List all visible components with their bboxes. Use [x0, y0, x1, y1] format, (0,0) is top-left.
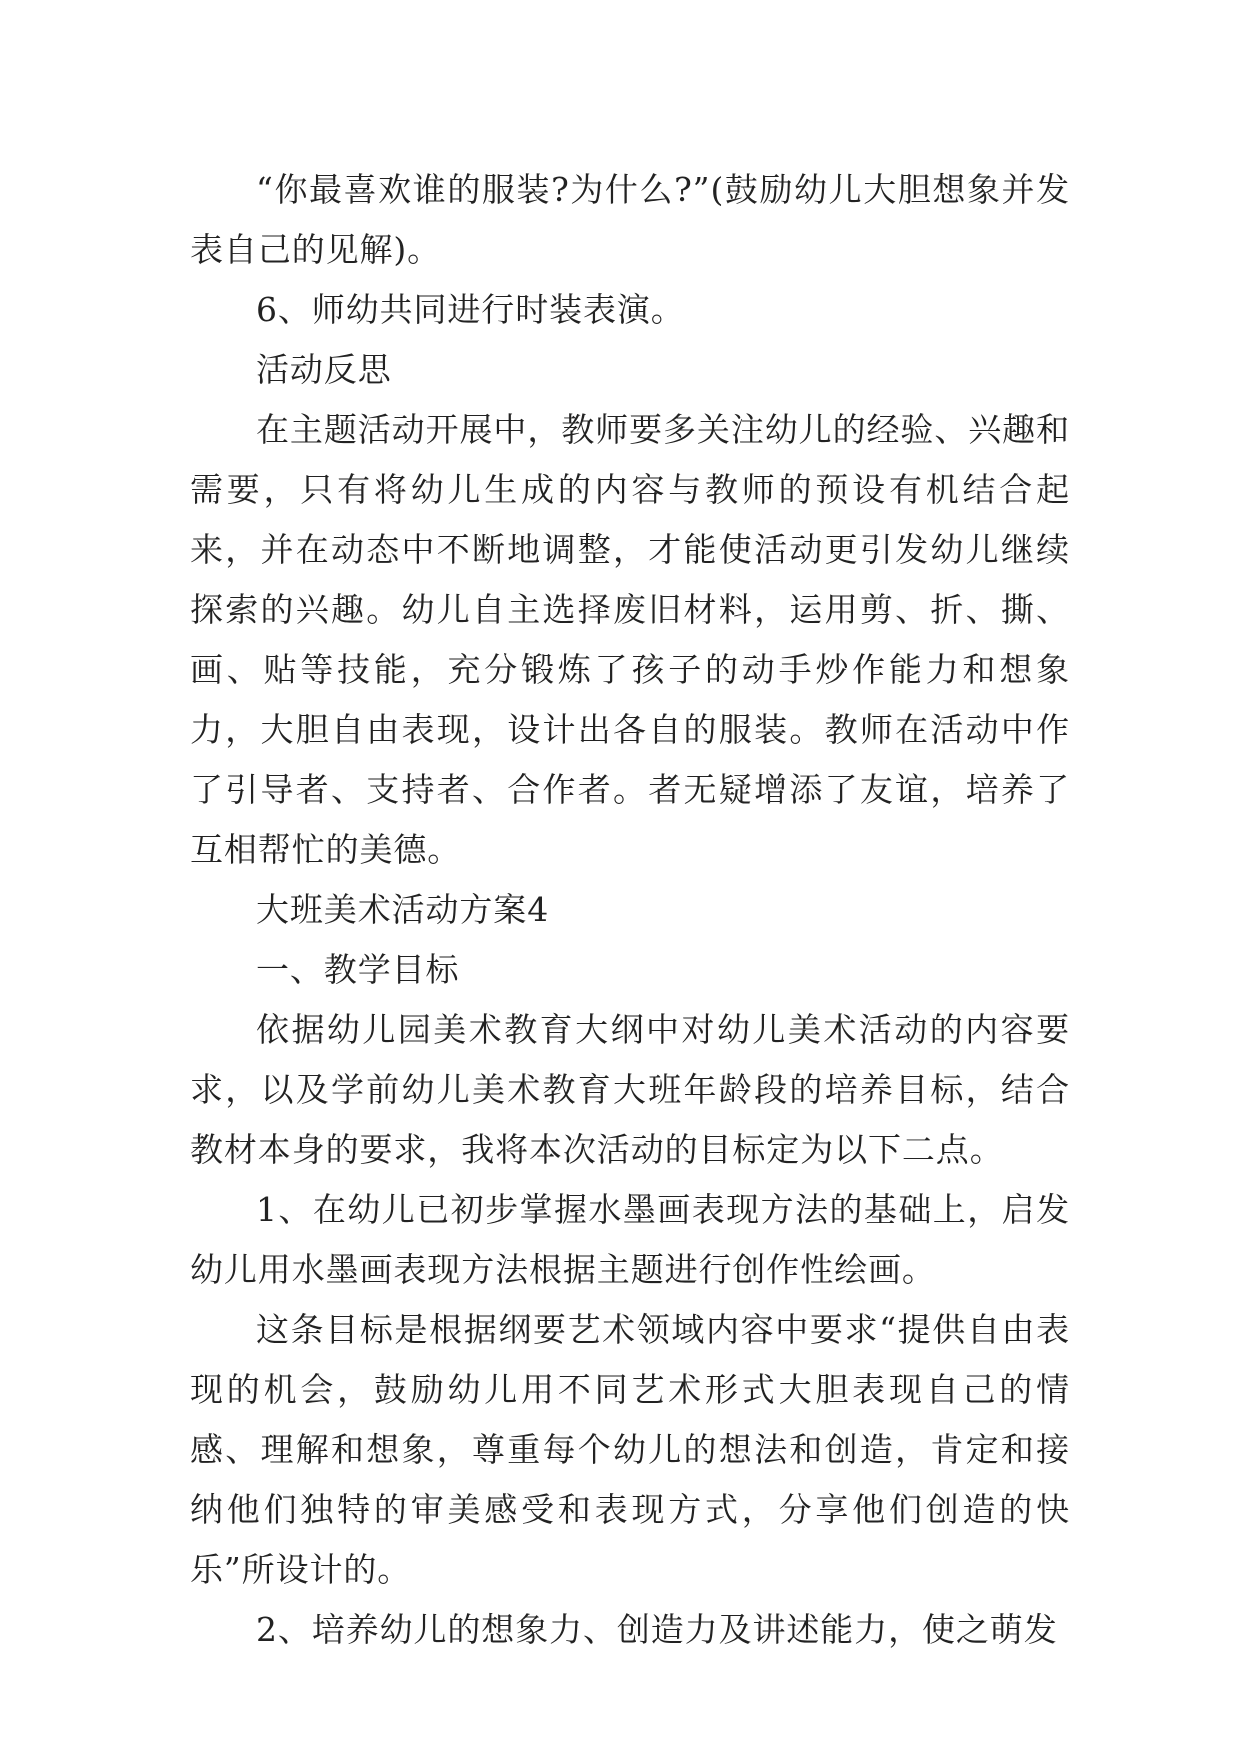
paragraph-goal-1-rationale: 这条目标是根据纲要艺术领域内容中要求“提供自由表现的机会，鼓励幼儿用不同艺术形式大胆表现自己的情感、理解和想象，尊重每个幼儿的想法和创造，肯定和接纳他们独特的审美感受和表现方式，分享他们创造的快乐”所设计的。 [190, 1310, 1070, 1589]
section-heading-reflection: 活动反思 [256, 350, 392, 389]
section-heading-plan-4: 大班美术活动方案4 [256, 890, 550, 929]
paragraph-goals-basis: 依据幼儿园美术教育大纲中对幼儿美术活动的内容要求，以及学前幼儿美术教育大班年龄段的培养目标，结合教材本身的要求，我将本次活动的目标定为以下二点。 [190, 1010, 1070, 1169]
paragraph-goal-2: 2、培养幼儿的想象力、创造力及讲述能力，使之萌发 [256, 1610, 1058, 1649]
paragraph-reflection-body: 在主题活动开展中，教师要多关注幼儿的经验、兴趣和需要，只有将幼儿生成的内容与教师的预设有机结合起来，并在动态中不断地调整，才能使活动更引发幼儿继续探索的兴趣。幼儿自主选择废旧材料，运用剪、折、撕、画、贴等技能，充分锻炼了孩子的动手炒作能力和想象力，大胆自由表现，设计出各自的服装。教师在活动中作了引导者、支持者、合作者。者无疑增添了友谊，培养了互相帮忙的美德。 [190, 410, 1070, 869]
paragraph-question-quote: “你最喜欢谁的服装?为什么?”(鼓励幼儿大胆想象并发表自己的见解)。 [190, 170, 1070, 269]
paragraph-step-6: 6、师幼共同进行时装表演。 [256, 290, 685, 329]
paragraph-goal-1: 1、在幼儿已初步掌握水墨画表现方法的基础上，启发幼儿用水墨画表现方法根据主题进行创作性绘画。 [190, 1190, 1070, 1289]
document-body [190, 160, 1070, 1660]
section-heading-teaching-goals: 一、教学目标 [256, 950, 460, 989]
